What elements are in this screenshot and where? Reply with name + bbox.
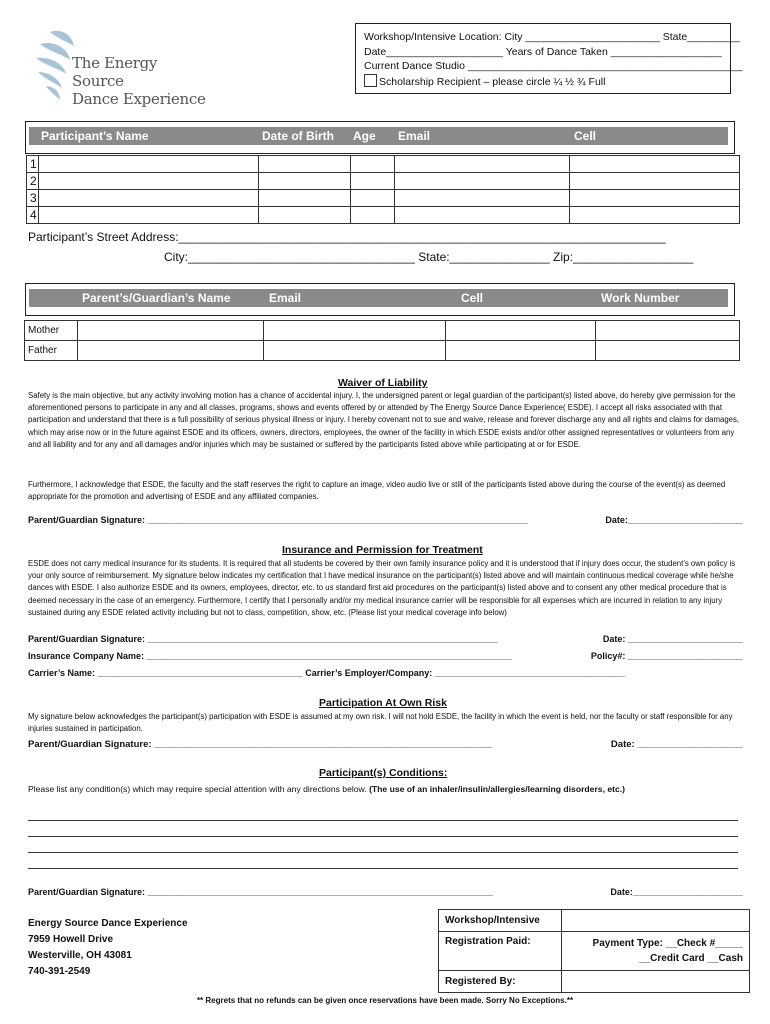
workshop-intensive-cell: Workshop/Intensive xyxy=(439,910,562,932)
header-participant-name: Participant’s Name xyxy=(41,129,149,143)
age-cell[interactable] xyxy=(350,190,395,207)
refund-notice: ** Regrets that no refunds can be given once reservations have been made. Sorry No Exceptions.** xyxy=(196,996,574,1005)
carrier-line[interactable]: Carrier’s Name: _________________________________________ Carrier’s Employer/Company: ______________________________________ xyxy=(28,668,626,678)
guardian-header-bar xyxy=(29,289,728,307)
guardian-email-cell[interactable] xyxy=(264,321,446,341)
table-row xyxy=(439,910,750,932)
current-studio-line[interactable]: Current Dance Studio _______________________________________________ xyxy=(364,60,743,72)
insurance-company-label: Insurance Company Name: _________________________________________________________________________ xyxy=(28,651,512,661)
waiver-title: Waiver of Liability xyxy=(338,377,428,389)
guardian-work-cell[interactable] xyxy=(595,341,739,361)
name-cell[interactable] xyxy=(38,156,258,173)
conditions-date-label[interactable]: Date:______________________ xyxy=(610,887,743,897)
policy-number-label[interactable]: Policy#: _______________________ xyxy=(590,651,743,661)
insurance-paragraph: ESDE does not carry medical insurance for its students. It is required that all students be covered by their own family insurance policy and it is understood that if injury does occur, the student’s own policy is your only source of reimbursement. My signature below indicates my certification that I have medical insurance on the participant(s) listed above and will maintain continuous medical coverage while he/she dances with ESDE. I also authorize ESDE and its owners, employees, director, etc. to us standard first aid procedures on the participant(s) listed above and to consent any other medical procedure that is deemed necessary in the case of an emergency. Furthermore, I certify that I personally and/or my medical insurance carrier will be responsible for all expenses which are incurred in relation to any injury sustained during any ESDE related activity including but not to class, competition, show, etc. (Please list your medical coverage info below) xyxy=(28,559,736,617)
scholarship-line xyxy=(364,74,730,90)
insurance-signature-label: Parent/Guardian Signature: ______________________________________________________________________ xyxy=(28,634,498,644)
studio-street: 7959 Howell Drive xyxy=(28,934,114,945)
row-number: 2 xyxy=(27,173,39,190)
conditions-signature-line[interactable] xyxy=(28,887,743,897)
email-cell[interactable] xyxy=(395,190,570,207)
studio-name: Energy Source Dance Experience xyxy=(28,918,188,929)
registration-table xyxy=(438,909,750,993)
waiver-signature-line[interactable] xyxy=(28,515,743,525)
studio-phone: 740-391-2549 xyxy=(28,966,91,977)
participation-signature-line[interactable] xyxy=(28,739,743,750)
email-cell[interactable] xyxy=(395,156,570,173)
workshop-info-box xyxy=(355,23,743,94)
logo-line2: Dance Experience xyxy=(72,90,206,108)
registration-paid-cell: Registration Paid: xyxy=(439,932,562,971)
mother-label: Mother xyxy=(25,321,78,341)
conditions-line[interactable] xyxy=(28,820,738,821)
table-row xyxy=(25,321,740,341)
participation-signature-label: Parent/Guardian Signature: ________________________________________________________________ xyxy=(28,739,493,750)
conditions-bold-text: (The use of an inhaler/insulin/allergies/learning disorders, etc.) xyxy=(369,784,626,794)
conditions-signature-label: Parent/Guardian Signature: _____________________________________________________________________ xyxy=(28,887,493,897)
street-address-line[interactable]: Participant’s Street Address:_________________________________________________________________________ xyxy=(28,230,666,244)
waiver-date-label[interactable]: Date:_______________________ xyxy=(605,515,743,525)
dob-cell[interactable] xyxy=(258,207,350,224)
insurance-company-line[interactable] xyxy=(28,651,743,661)
name-cell[interactable] xyxy=(38,190,258,207)
name-cell[interactable] xyxy=(38,173,258,190)
table-row xyxy=(27,207,740,224)
guardian-cell-cell[interactable] xyxy=(446,341,595,361)
header-guardian-cell: Cell xyxy=(461,291,484,305)
header-cell: Cell xyxy=(574,129,597,143)
workshop-intensive-value[interactable] xyxy=(562,910,750,932)
age-cell[interactable] xyxy=(350,207,395,224)
participant-header-bar xyxy=(29,127,728,145)
cell-cell[interactable] xyxy=(570,190,740,207)
cell-cell[interactable] xyxy=(570,173,740,190)
age-cell[interactable] xyxy=(350,173,395,190)
row-number: 3 xyxy=(27,190,39,207)
payment-type-cell[interactable] xyxy=(562,932,750,971)
row-number: 1 xyxy=(27,156,39,173)
waiver-paragraph-2: Furthermore, I acknowledge that ESDE, the faculty and the staff reserves the right to capture an image, video audio live or still of the participants listed above during the course of the event(s) as deemed appropriate for the promotion and advertising of ESDE and any affiliated companies. xyxy=(28,480,726,502)
logo xyxy=(30,24,210,108)
email-cell[interactable] xyxy=(395,207,570,224)
row-number: 4 xyxy=(27,207,39,224)
participation-paragraph: My signature below acknowledges the participant(s) participation with ESDE is assumed at my own risk. I will not hold ESDE, the facility in which the event is held, nor the faculty or staff responsible for any injuries sustained in participation. xyxy=(28,712,733,734)
waiver-paragraph-1: Safety is the main objective, but any activity involving motion has a chance of accidental injury. I, the undersigned parent or legal guardian of the participant(s) listed above, do hereby give permission for the aforementioned persons to participate in any and all classes, programs, shows and events offered by or attended by The Energy Source Dance Experience( ESDE). I accept all risks associated with that participation and understand that there is a full possibility of serious physical illness or injury. I hereby covenant not to sue and waive, release and forever discharge any and all rights and claims for damages, which may arise now or in the future against ESDE and its officers, owners, directors, employees, the owner of the facility in which ESDE exists and/or other assigned representatives or volunteers from any and all liability and for any and all damages and/or injuries which may be sustained or suffered by the participants listed above while participating at or for ESDE. xyxy=(28,391,740,449)
participant-table xyxy=(26,155,740,224)
workshop-location-line[interactable]: Workshop/Intensive Location: City _______________________ State_________ xyxy=(364,31,740,43)
guardian-name-cell[interactable] xyxy=(77,321,264,341)
scholarship-label: Scholarship Recipient – please circle ¼ ½ ¾ Full xyxy=(379,75,606,88)
logo-line1: The Energy Source xyxy=(72,54,158,90)
dob-cell[interactable] xyxy=(258,190,350,207)
studio-city: Westerville, OH 43081 xyxy=(28,950,132,961)
conditions-line[interactable] xyxy=(28,852,738,853)
header-age: Age xyxy=(353,129,376,143)
cell-cell[interactable] xyxy=(570,207,740,224)
registered-by-value[interactable] xyxy=(562,971,750,993)
participation-date-label[interactable]: Date: ____________________ xyxy=(610,739,743,750)
scholarship-checkbox[interactable] xyxy=(364,74,377,87)
age-cell[interactable] xyxy=(350,156,395,173)
insurance-title: Insurance and Permission for Treatment xyxy=(282,544,483,556)
header-dob: Date of Birth xyxy=(262,129,334,143)
conditions-paragraph xyxy=(28,782,743,796)
table-row xyxy=(27,190,740,207)
conditions-text: Please list any condition(s) which may require special attention with any directions below. xyxy=(28,784,370,794)
studio-address xyxy=(28,916,188,980)
date-years-line[interactable]: Date____________________ Years of Dance Taken ___________________ xyxy=(364,45,722,58)
email-cell[interactable] xyxy=(395,173,570,190)
dob-cell[interactable] xyxy=(258,156,350,173)
conditions-line[interactable] xyxy=(28,868,738,869)
payment-type-card-cash[interactable]: __Credit Card __Cash xyxy=(639,953,743,964)
payment-type-check[interactable]: Payment Type: __Check #_____ xyxy=(592,938,743,949)
table-row xyxy=(27,156,740,173)
header-email: Email xyxy=(398,129,431,143)
guardian-work-cell[interactable] xyxy=(595,321,739,341)
guardian-email-cell[interactable] xyxy=(264,341,446,361)
table-row xyxy=(27,173,740,190)
header-guardian-name: Parent’s/Guardian’s Name xyxy=(82,291,231,305)
dob-cell[interactable] xyxy=(258,173,350,190)
table-row xyxy=(439,932,750,971)
header-work-number: Work Number xyxy=(601,291,680,305)
cell-cell[interactable] xyxy=(570,156,740,173)
header-guardian-email: Email xyxy=(269,291,302,305)
insurance-signature-line[interactable] xyxy=(28,634,743,644)
insurance-date-label[interactable]: Date: _______________________ xyxy=(602,634,743,644)
conditions-line[interactable] xyxy=(28,836,738,837)
city-state-zip-line[interactable]: City:__________________________________ State:_______________ Zip:__________________ xyxy=(164,250,694,264)
waiver-signature-label: Parent/Guardian Signature: ____________________________________________________________________________ xyxy=(28,515,528,525)
guardian-table xyxy=(24,320,740,361)
name-cell[interactable] xyxy=(38,207,258,224)
registered-by-cell: Registered By: xyxy=(439,971,562,993)
participation-title: Participation At Own Risk xyxy=(319,697,447,709)
guardian-name-cell[interactable] xyxy=(77,341,264,361)
table-row xyxy=(439,971,750,993)
table-row xyxy=(25,341,740,361)
logo-text xyxy=(72,54,210,108)
father-label: Father xyxy=(25,341,78,361)
guardian-cell-cell[interactable] xyxy=(446,321,595,341)
conditions-title: Participant(s) Conditions: xyxy=(319,767,448,779)
